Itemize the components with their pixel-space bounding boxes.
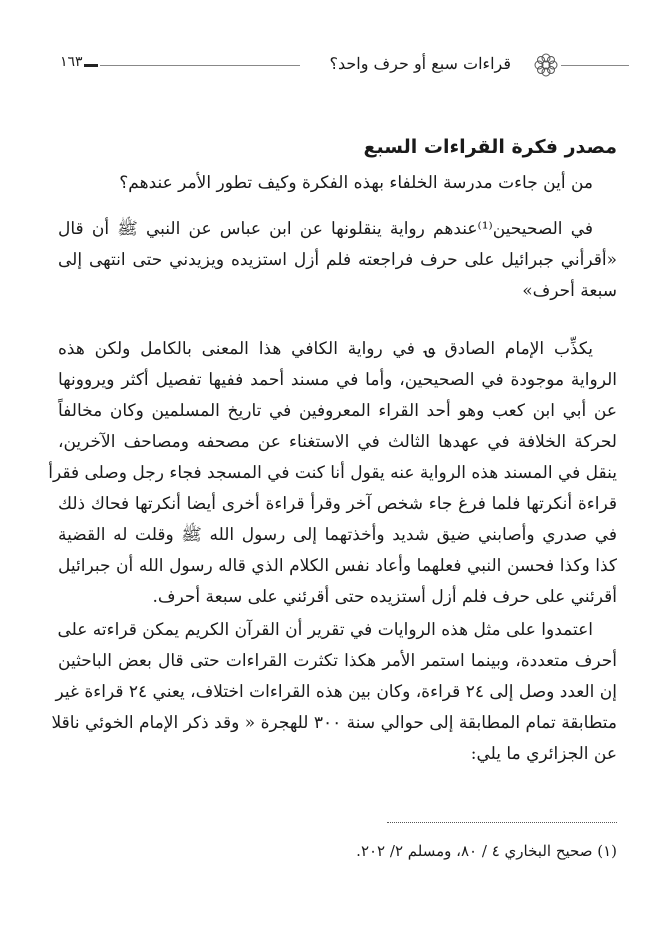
text-line: عن الجزائري ما يلي: (470, 744, 617, 764)
page-number-dash (84, 64, 98, 67)
floral-ornament-icon (533, 52, 559, 78)
header-rule (561, 65, 629, 66)
paragraph-reliance (51, 615, 617, 770)
text-line: يكذِّب الإمام الصادق ؈ في رواية الكافي هذا المعنى بالكامل ولكن هذه (58, 339, 593, 359)
footnote: (١) صحيح البخاري ٤ / ٨٠، ومسلم ٢/ ٢٠٢. (356, 842, 617, 860)
paragraph-sahihayn (58, 214, 617, 307)
paragraph-question (58, 168, 617, 199)
text-line: الرواية موجودة في الصحيحين، وأما في مسند أحمد ففيها تفصيل أكثر ويروونها (58, 370, 617, 390)
text-line: ينقل في المسند هذه الرواية عنه يقول أنا كنت في المسجد فجاء رجل وصلى فقرأ (48, 463, 617, 483)
page-header (60, 52, 629, 82)
text-line: أحرف متعددة، وبينما استمر الأمر هكذا تكثرت القراءات حتى قال بعض الباحثين (58, 651, 617, 671)
text-line: لحركة الخلافة في عهدها الثالث في الاستغناء عن مصحفه ومصاحف الآخرين، (58, 432, 617, 452)
text-line: سبعة أحرف» (522, 281, 617, 301)
text-line: في صدري وأصابني ضيق شديد وأخذتهما إلى رسول الله ﷺ وقلت له القضية (58, 525, 617, 545)
text-line: من أين جاءت مدرسة الخلفاء بهذه الفكرة وكيف تطور الأمر عندهم؟ (119, 173, 593, 193)
text-line: أقرئني على حرف فلم أزل أستزيده حتى أقرئني على سبعة أحرف. (152, 587, 617, 607)
text-line: قراءة أنكرتها فلما فرغ جاء شخص آخر وقرأ قراءة أخرى أيضا أنكرتها فحاك ذلك (58, 494, 617, 514)
running-title: قراءات سبع أو حرف واحد؟ (329, 54, 511, 73)
section-heading: مصدر فكرة القراءات السبع (363, 136, 617, 158)
text-line: في الصحيحين⁽¹⁾عندهم رواية ينقلونها عن ابن عباس عن النبي ﷺ أن قال (58, 219, 593, 239)
text-line: كذا وكذا فحسن النبي فعلهما وأعاد نفس الكلام الذي قاله رسول الله أن جبرائيل (58, 556, 617, 576)
text-line: اعتمدوا على مثل هذه الروايات في تقرير أن القرآن الكريم يمكن قراءته على (57, 620, 593, 640)
page-number: ١٦٣ (60, 54, 83, 70)
header-rule (100, 65, 300, 66)
text-line: إن العدد وصل إلى ٢٤ قراءة، وكان بين هذه القراءات اختلاف، يعني ٢٤ قراءة غير (55, 682, 617, 702)
paragraph-sadiq (48, 334, 617, 613)
text-line: «أقرأني جبرائيل على حرف فراجعته فلم أزل استزيده ويزيدني حتى انتهى إلى (58, 250, 617, 270)
footnote-separator (387, 822, 617, 823)
text-line: متطابقة تمام المطابقة إلى حوالي سنة ٣٠٠ للهجرة « وقد ذكر الإمام الخوئي ناقلا (51, 713, 617, 733)
text-line: عن أبي ابن كعب وهو أحد القراء المعروفين في تاريخ المسلمين وكان مخالفاً (58, 401, 617, 421)
